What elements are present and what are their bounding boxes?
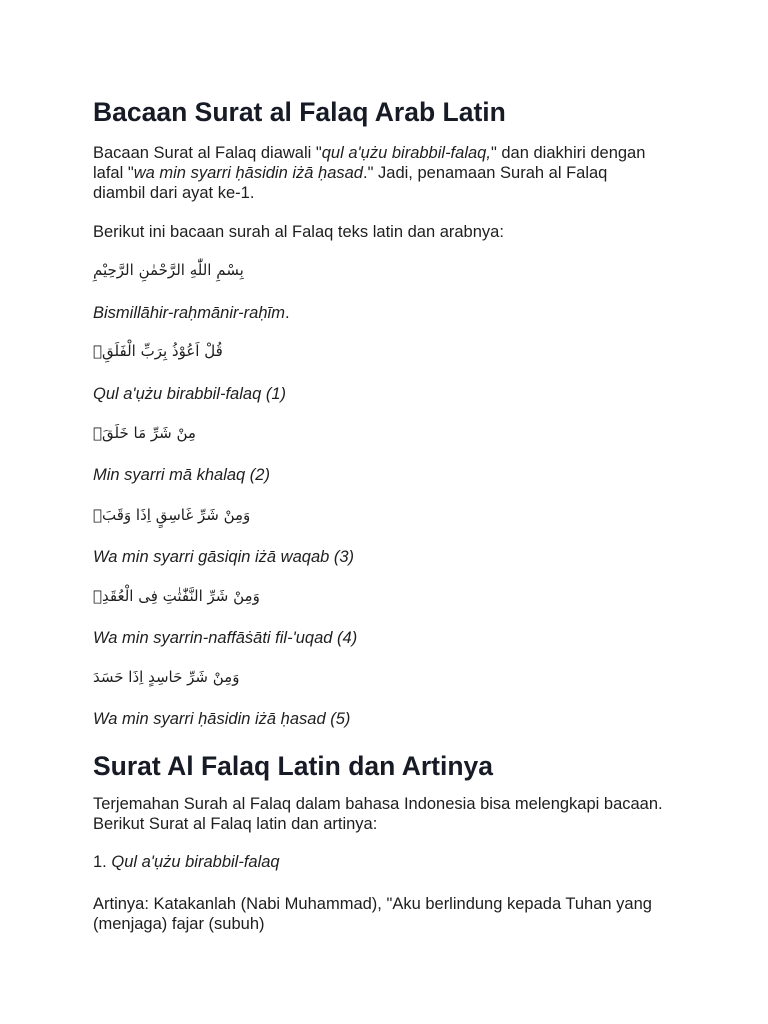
intro-text-3: ." Jadi, penamaan Surah al Falaq diambil dari ayat ke-1. xyxy=(93,164,608,202)
arabic-verse-2 xyxy=(93,422,196,444)
latin-text: Wa min syarrin-naffāṡāti fil-'uqad (4) xyxy=(93,629,358,647)
latin-text: Qul a'ụżu birabbil-falaq (1) xyxy=(93,385,286,403)
arabic-text: وَمِنْ شَرِّ حَاسِدٍ اِذَا حَسَدَ xyxy=(93,668,240,686)
intro-paragraph xyxy=(93,143,663,203)
latin-verse-4 xyxy=(93,628,663,648)
arabic-verse-1 xyxy=(93,340,223,362)
arabic-text: مِنْ شَرِّ مَا خَلَقَۙ xyxy=(93,424,196,442)
latin-text: Bismillāhir-raḥmānir-raḥīm xyxy=(93,304,285,322)
arabic-text: قُلْ اَعُوْذُ بِرَبِّ الْفَلَقِۙ xyxy=(93,342,223,360)
latin-verse-1 xyxy=(93,384,663,404)
translation-item-1 xyxy=(93,852,663,872)
arabic-text: وَمِنْ شَرِّ النَّفّٰثٰتِ فِى الْعُقَدِۙ xyxy=(93,587,260,605)
section-title-arab-latin: Bacaan Surat al Falaq Arab Latin xyxy=(93,97,506,127)
intro-italic-2: wa min syarri ḥāsidin iżā ḥasad xyxy=(133,164,363,182)
section-title-latin-artinya: Surat Al Falaq Latin dan Artinya xyxy=(93,751,494,781)
arabic-verse-basmalah xyxy=(93,259,244,281)
translation-meaning-1: Artinya: Katakanlah (Nabi Muhammad), "Aku berlindung kepada Tuhan yang (menjaga) fajar (subuh) xyxy=(93,895,652,933)
intro-text-1: Bacaan Surat al Falaq diawali " xyxy=(93,144,322,162)
latin-verse-5 xyxy=(93,709,663,729)
arabic-verse-4 xyxy=(93,585,260,607)
latin-verse-2 xyxy=(93,465,663,485)
arabic-text: بِسْمِ اللّٰهِ الرَّحْمٰنِ الرَّحِيْمِ xyxy=(93,261,244,279)
lead-paragraph: Berikut ini bacaan surah al Falaq teks latin dan arabnya: xyxy=(93,223,504,241)
latin-text: Min syarri mā khalaq (2) xyxy=(93,466,270,484)
item-latin: Qul a'ụżu birabbil-falaq xyxy=(111,853,280,871)
intro-text-2: " dan diakhiri dengan lafal " xyxy=(93,144,646,182)
latin-suffix: . xyxy=(284,304,290,322)
arabic-verse-5 xyxy=(93,666,239,688)
latin-verse-3 xyxy=(93,547,663,567)
translation-intro: Terjemahan Surah al Falaq dalam bahasa Indonesia bisa melengkapi bacaan. Berikut Surat al Falaq latin dan artinya: xyxy=(93,795,663,833)
item-number: 1. xyxy=(93,853,112,871)
latin-verse-basmalah xyxy=(93,303,663,323)
arabic-text: وَمِنْ شَرِّ غَاسِقٍ اِذَا وَقَبَۙ xyxy=(93,506,251,524)
latin-text: Wa min syarri ḥāsidin iżā ḥasad (5) xyxy=(93,710,351,728)
intro-italic-1: qul a'ụżu birabbil-falaq, xyxy=(321,144,491,162)
arabic-verse-3 xyxy=(93,504,250,526)
latin-text: Wa min syarri gāsiqin iżā waqab (3) xyxy=(93,548,355,566)
